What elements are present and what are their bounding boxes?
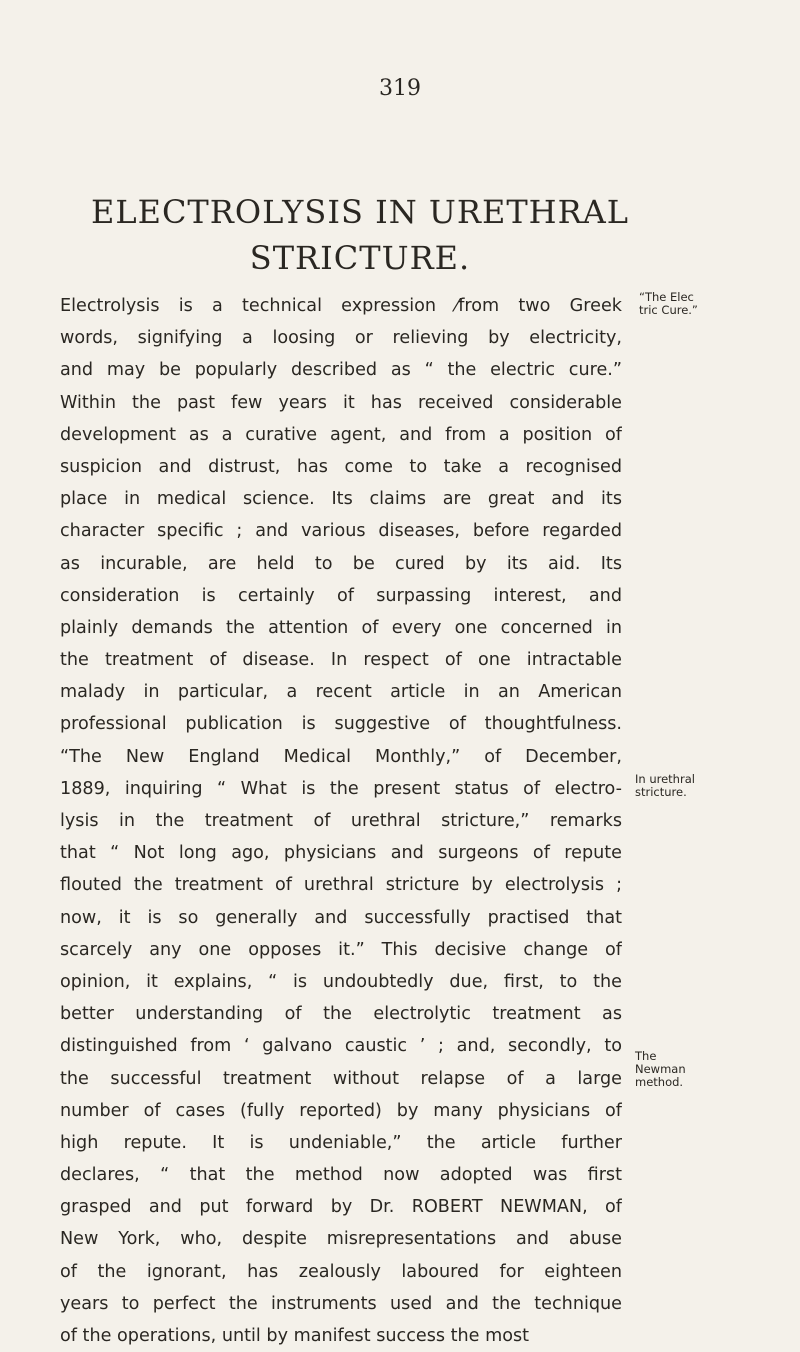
text-line: lysis in the treatment of urethral stricture,” remarks bbox=[60, 811, 622, 831]
text-line: the successful treatment without relapse of a large bbox=[60, 1068, 622, 1089]
text-line: 1889, inquiring “ What is the present status of electro- bbox=[60, 778, 622, 799]
margin-note-line: stricture. bbox=[635, 785, 687, 799]
text-line: “The New England Medical Monthly,” of December, bbox=[60, 746, 622, 767]
text-line: grasped and put forward by Dr. ROBERT NEWMAN, of bbox=[60, 1197, 622, 1218]
margin-note-urethral-stricture bbox=[635, 773, 755, 799]
margin-note-newman-method bbox=[635, 1050, 755, 1089]
body-paragraph bbox=[60, 290, 622, 1352]
text-line: flouted the treatment of urethral stricture by electrolysis ; bbox=[60, 875, 622, 896]
text-line: distinguished from ‘ galvano caustic ’ ; and, secondly, to bbox=[60, 1036, 622, 1057]
text-line: suspicion and distrust, has come to take a recognised bbox=[60, 456, 622, 477]
text-line: years to perfect the instruments used and the technique bbox=[60, 1293, 622, 1314]
text-line: Within the past few years it has received considerable bbox=[60, 392, 622, 413]
text-line: that “ Not long ago, physicians and surgeons of repute bbox=[60, 843, 622, 864]
margin-note-line: “The Elec bbox=[639, 290, 694, 304]
margin-note-line: method. bbox=[635, 1075, 684, 1089]
chapter-title-line-1: ELECTROLYSIS IN URETHRAL bbox=[90, 193, 630, 231]
text-line: malady in particular, a recent article in an American bbox=[60, 682, 622, 703]
text-line: better understanding of the electrolytic treatment as bbox=[60, 1004, 622, 1025]
text-line: the treatment of disease. In respect of one intractable bbox=[60, 650, 622, 671]
margin-note-line: In urethral bbox=[635, 772, 695, 786]
text-line: of the ignorant, has zealously laboured for eighteen bbox=[60, 1261, 622, 1282]
text-line: plainly demands the attention of every one concerned in bbox=[60, 617, 622, 638]
text-line: high repute. It is undeniable,” the article further bbox=[60, 1132, 622, 1153]
text-line: words, signifying a loosing or relieving by electricity, bbox=[60, 328, 622, 349]
margin-note-line: Newman bbox=[635, 1062, 686, 1076]
text-line: scarcely any one opposes it.” This decisive change of bbox=[60, 939, 622, 960]
text-line: place in medical science. Its claims are great and its bbox=[60, 489, 622, 510]
margin-note-line: tric Cure.” bbox=[639, 303, 698, 317]
text-line: consideration is certainly of surpassing interest, and bbox=[60, 585, 622, 606]
text-line: now, it is so generally and successfully practised that bbox=[60, 907, 622, 928]
text-line: and may be popularly described as “ the electric cure.” bbox=[60, 360, 622, 381]
text-line: number of cases (fully reported) by many physicians of bbox=[60, 1100, 622, 1121]
margin-note-line: The bbox=[635, 1049, 657, 1063]
text-line: Electrolysis is a technical expression ⁄from two Greek bbox=[60, 296, 622, 316]
chapter-title-line-2: STRICTURE. bbox=[249, 239, 471, 277]
text-line: of the operations, until by manifest success the most bbox=[60, 1326, 530, 1346]
page-number: 319 bbox=[379, 76, 421, 101]
margin-note-electric-cure bbox=[639, 291, 759, 317]
text-line: declares, “ that the method now adopted was first bbox=[60, 1165, 622, 1186]
text-line: New York, who, despite misrepresentations and abuse bbox=[60, 1229, 622, 1250]
text-line: development as a curative agent, and from a position of bbox=[60, 424, 622, 445]
text-line: character specific ; and various diseases, before regarded bbox=[60, 521, 622, 542]
text-line: opinion, it explains, “ is undoubtedly due, first, to the bbox=[60, 971, 622, 992]
text-line: as incurable, are held to be cured by its aid. Its bbox=[60, 553, 622, 574]
text-line: professional publication is suggestive of thoughtfulness. bbox=[60, 714, 622, 735]
